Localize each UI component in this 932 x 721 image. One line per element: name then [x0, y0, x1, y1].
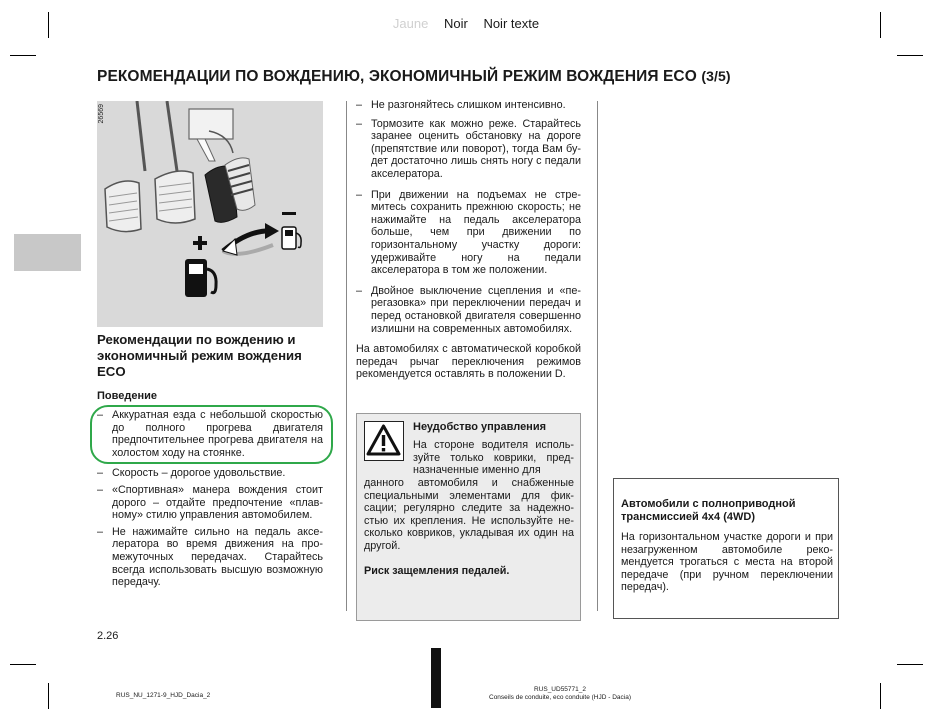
- list-item-text: Двойное выключение сцепления и «перегазовка» при переключении передач и перед остановкой двигателя совершенно излишни на современных автомобилях.: [371, 284, 581, 335]
- warning-title: Неудобство управления: [413, 421, 547, 433]
- list-item: – Двойное выключение сцепления и «перегазовка» при переключении передач и перед остановкой двигателя совершенно излишни на современных автомобилях.: [356, 284, 581, 335]
- col2-list: [356, 99, 581, 387]
- list-item: – Не нажимайте сильно на педаль акселератора во время движения на промежуточных передачах. Старайтесь всегда использовать высшую возможную передачу.: [97, 525, 323, 589]
- pedal-illustration: [97, 101, 323, 327]
- section-title: Рекомендации по вождению и экономичный режим вождения ECO: [97, 332, 302, 379]
- awd-text: На горизонтальном участке дороги и при незагруженном автомобиле рекомендуется трогаться с места на второй передаче (при ручном переключении передач).: [621, 531, 833, 594]
- footer-code-left: RUS_NU_1271-9_HJD_Dacia_2: [116, 692, 211, 699]
- list-item-text: Аккуратная езда с небольшой скоростью до полного прогрева двигателя предпочтительнее прогрева двигателя на холостом ходу на стоянке.: [112, 409, 323, 459]
- footer-right: [470, 686, 650, 702]
- list-item-text: Не нажимайте сильно на педаль акселератора во время движения на промежуточных передачах. Старайтесь всегда использовать высшую возможную передачу.: [112, 525, 323, 589]
- crop-mark: [10, 55, 36, 56]
- page-title-text: РЕКОМЕНДАЦИИ ПО ВОЖДЕНИЮ, ЭКОНОМИЧНЫЙ РЕЖИМ ВОЖДЕНИЯ ECO: [97, 68, 697, 85]
- crop-mark: [10, 664, 36, 665]
- highlight-oval: [90, 405, 333, 464]
- color-label-yellow: Jaune: [392, 16, 429, 31]
- list-item-text: Скорость – дорогое удовольствие.: [112, 467, 286, 480]
- warning-text-indented: На стороне водителя используйте только коврики, предназначенные именно для: [413, 439, 574, 477]
- section-subheading: Поведение: [97, 390, 157, 402]
- crop-mark: [48, 683, 49, 709]
- color-label-black-text: Noir texte: [483, 16, 540, 31]
- column-divider: [597, 101, 598, 611]
- color-label-black: Noir: [443, 16, 468, 31]
- color-separation-labels: [0, 16, 932, 31]
- footer-code-right: RUS_UD55771_2: [533, 686, 587, 693]
- warning-triangle-icon: [364, 421, 404, 461]
- pedal-drawing: [97, 101, 323, 327]
- list-item-text: Не разгоняйтесь слишком интенсивно.: [371, 99, 566, 111]
- footer-caption: Conseils de conduite, eco conduite (HJD - Dacia): [489, 694, 631, 701]
- page-number: 2.26: [97, 630, 119, 642]
- list-item: – Скорость – дорогое удовольствие.: [97, 467, 286, 480]
- list-item-text: «Спортивная» манера вождения стоит дорого – отдайте предпочтение «плавному» стилю управления автомобилем.: [112, 483, 323, 522]
- figure-number: 26569: [98, 104, 105, 124]
- chapter-tab: [14, 234, 81, 271]
- list-item: – При движении на подъемах не стремитесь сохранить прежнюю скорость; не нажимайте на педаль акселератора больше, чем при движении по горизонтальному участку дороги: удерживайте ногу на педали акселератора в том же положении.: [356, 188, 581, 277]
- crop-mark: [880, 683, 881, 709]
- crop-mark: [897, 55, 923, 56]
- list-item: – «Спортивная» манера вождения стоит дорого – отдайте предпочтение «плавному» стилю управления автомобилем.: [97, 483, 323, 522]
- awd-title: Автомобили с полноприводной трансмиссией 4x4 (4WD): [621, 498, 796, 523]
- list-item-text: При движении на подъемах не стремитесь сохранить прежнюю скорость; не нажимайте на педаль акселератора больше, чем при движении по горизонтальному участку дороги: удерживайте ногу на педали акселератора в том же положении.: [371, 188, 581, 277]
- paragraph: На автомобилях с автоматической коробкой передач рычаг переключения режимов рекомендуется оставлять в положении D.: [356, 343, 581, 381]
- crop-mark: [897, 664, 923, 665]
- page-title-part: (3/5): [701, 68, 731, 84]
- warning-risk: Риск защемления педалей.: [364, 565, 510, 577]
- list-item-text: Тормозите как можно реже. Старайтесь заранее оценить обстановку на дороге (препятствие или поворот), тогда Вам будет достаточно лишь снять ногу с педали акселератора.: [371, 117, 581, 180]
- warning-text: данного автомобиля и снабженные специальными элементами для фиксации; регулярно следите за надежностью их крепления. Не используйте несколько ковриков, укладывая их один на другой.: [364, 477, 574, 552]
- list-item: – Тормозите как можно реже. Старайтесь заранее оценить обстановку на дороге (препятствие или поворот), тогда Вам будет достаточно лишь снять ногу с педали акселератора.: [356, 117, 581, 180]
- list-item: – Не разгоняйтесь слишком интенсивно.: [356, 99, 566, 111]
- list-item: – Аккуратная езда с небольшой скоростью до полного прогрева двигателя предпочтительнее прогрева двигателя на холостом ходу на стоянке.: [97, 409, 323, 459]
- column-divider: [346, 101, 347, 611]
- footer-bar: [431, 648, 441, 708]
- page-title: [97, 68, 731, 86]
